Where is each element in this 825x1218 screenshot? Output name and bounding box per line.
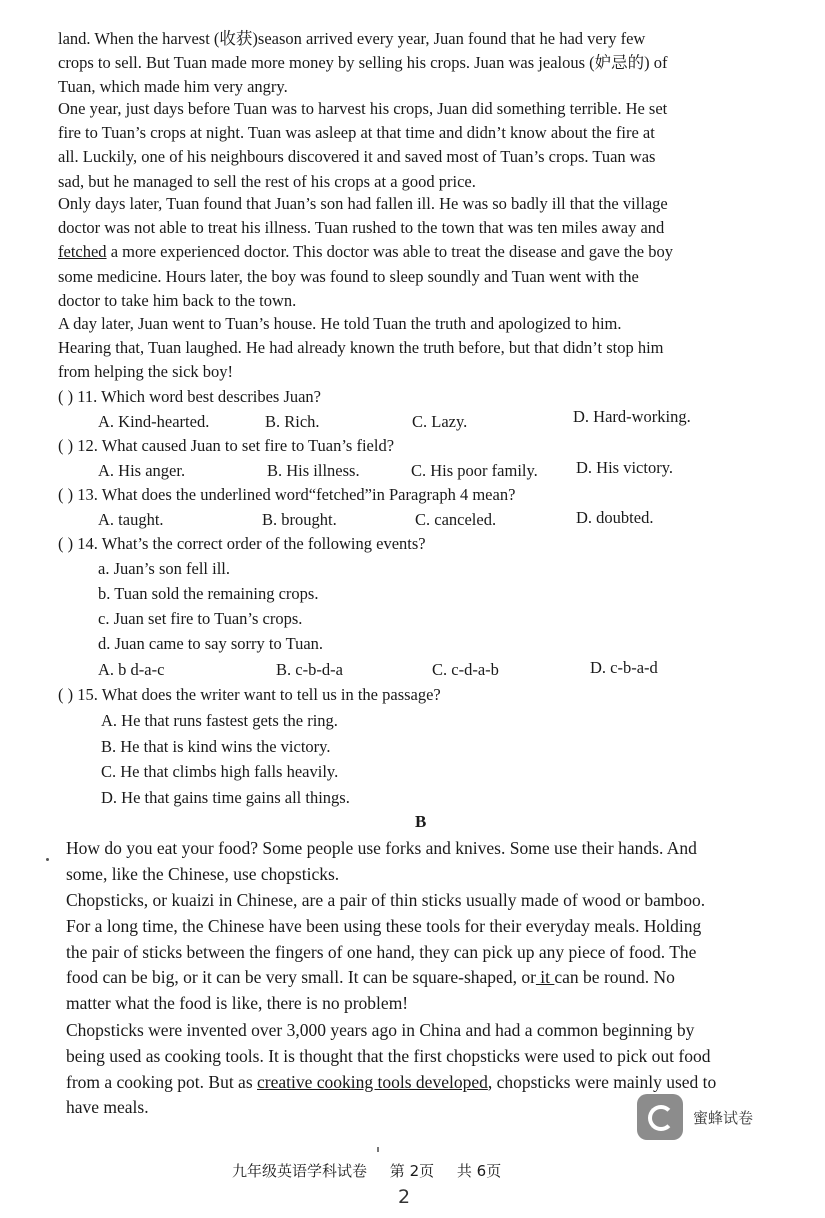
option-d: D. Hard-working. <box>573 407 691 426</box>
scan-speck <box>46 858 49 861</box>
option-d: D. doubted. <box>576 508 654 527</box>
passage-a-paragraph-4 <box>58 312 738 385</box>
text-line: matter what the food is like, there is no problem! <box>66 993 409 1014</box>
section-title-b: B <box>415 812 427 831</box>
option-c: C. His poor family. <box>411 461 538 480</box>
option-b: B. His illness. <box>267 461 360 480</box>
footer-page: 第 2页 <box>389 1162 435 1180</box>
text-line: Only days later, Tuan found that Juan’s son had fallen ill. He was so badly ill that the village <box>58 194 668 213</box>
scan-speck <box>377 1147 379 1152</box>
passage-b-paragraph-2 <box>66 888 782 1017</box>
text-line: doctor was not able to treat his illness. Tuan rushed to the town that was ten miles away and <box>58 218 665 238</box>
event-c: c. Juan set fire to Tuan’s crops. <box>98 609 303 628</box>
option-c: C. c-d-a-b <box>432 660 499 679</box>
option-a: A. Kind-hearted. <box>98 412 210 431</box>
passage-b-paragraph-1 <box>66 836 782 888</box>
option-b: B. c-b-d-a <box>276 660 343 679</box>
footer-total: 共 6页 <box>456 1162 502 1180</box>
text-line: the pair of sticks between the fingers of one hand, they can pick up any piece of food. The <box>66 941 697 962</box>
text-line <box>58 240 738 264</box>
text-fragment: food can be big, or it can be very small. It can be square-shaped, or <box>66 967 536 988</box>
text-line: crops to sell. But Tuan made more money by selling his crops. Juan was jealous (妒忌的) of <box>58 53 668 73</box>
underlined-word: it <box>535 967 555 988</box>
text-line: land. When the harvest (收获)season arrived every year, Juan found that he had very few <box>58 29 646 48</box>
text-line: have meals. <box>66 1097 149 1118</box>
page-footer <box>232 1160 519 1181</box>
event-a: a. Juan’s son fell ill. <box>98 559 230 578</box>
underlined-phrase: creative cooking tools developed <box>257 1071 488 1092</box>
option-b: B. He that is kind wins the victory. <box>101 737 331 756</box>
option-a: A. He that runs fastest gets the ring. <box>101 711 338 730</box>
text-line: A day later, Juan went to Tuan’s house. He told Tuan the truth and apologized to him. <box>58 314 622 333</box>
text-line: Hearing that, Tuan laughed. He had already known the truth before, but that didn’t stop him <box>58 338 664 358</box>
text-line: One year, just days before Tuan was to harvest his crops, Juan did something terrible. He set <box>58 99 668 118</box>
passage-a-paragraph-3 <box>58 192 738 313</box>
footer-subject: 九年级英语学科试卷 <box>232 1162 368 1180</box>
question-13: ( ) 13. What does the underlined word“fetched”in Paragraph 4 mean? <box>58 485 516 504</box>
option-d: D. His victory. <box>576 458 674 477</box>
app-logo-icon <box>637 1094 683 1140</box>
option-b: B. brought. <box>262 510 337 529</box>
option-c: C. canceled. <box>415 510 497 529</box>
text-line: some, like the Chinese, use chopsticks. <box>66 863 340 884</box>
text-line: some medicine. Hours later, the boy was found to sleep soundly and Tuan went with the <box>58 266 639 286</box>
text-line: sad, but he managed to sell the rest of his crops at a good price. <box>58 171 476 191</box>
option-c: C. He that climbs high falls heavily. <box>101 762 339 781</box>
event-d: d. Juan came to say sorry to Tuan. <box>98 634 324 653</box>
text-line: fire to Tuan’s crops at night. Tuan was asleep at that time and didn’t know about the fire at <box>58 123 655 143</box>
passage-a-paragraph-2 <box>58 97 738 194</box>
text-line: all. Luckily, one of his neighbours discovered it and saved most of Tuan’s crops. Tuan was <box>58 147 656 167</box>
text-line: How do you eat your food? Some people use forks and knives. Some use their hands. And <box>66 838 697 858</box>
option-a: A. b d-a-c <box>98 660 165 679</box>
text-line <box>66 1070 782 1096</box>
text-line: Chopsticks were invented over 3,000 years ago in China and had a common beginning by <box>66 1020 695 1040</box>
page-number: 2 <box>398 1186 411 1208</box>
text-line: doctor to take him back to the town. <box>58 290 297 310</box>
option-d: D. He that gains time gains all things. <box>101 788 350 807</box>
text-fragment: , chopsticks were mainly used to <box>487 1071 717 1092</box>
question-11: ( ) 11. Which word best describes Juan? <box>58 387 322 406</box>
text-line: Chopsticks, or kuaizi in Chinese, are a pair of thin sticks usually made of wood or bamboo. <box>66 890 706 910</box>
text-line <box>66 965 782 991</box>
passage-a-paragraph-1 <box>58 27 738 100</box>
option-c: C. Lazy. <box>412 412 468 431</box>
text-fragment: a more experienced doctor. This doctor was able to treat the disease and gave the boy <box>106 242 674 262</box>
underlined-word: fetched <box>58 242 107 262</box>
question-12: ( ) 12. What caused Juan to set fire to Tuan’s field? <box>58 436 395 455</box>
question-15: ( ) 15. What does the writer want to tell us in the passage? <box>58 685 441 704</box>
watermark-text: 蜜蜂试卷 <box>693 1108 754 1127</box>
option-b: B. Rich. <box>265 412 320 431</box>
text-line: Tuan, which made him very angry. <box>58 77 288 97</box>
text-fragment: can be round. No <box>554 967 675 988</box>
option-a: A. His anger. <box>98 461 186 480</box>
event-b: b. Tuan sold the remaining crops. <box>98 584 319 603</box>
text-line: from helping the sick boy! <box>58 362 234 382</box>
question-14: ( ) 14. What’s the correct order of the following events? <box>58 534 426 553</box>
text-fragment: from a cooking pot. But as <box>66 1071 258 1092</box>
text-line: For a long time, the Chinese have been using these tools for their everyday meals. Holding <box>66 915 702 936</box>
option-a: A. taught. <box>98 510 164 529</box>
text-line: being used as cooking tools. It is thought that the first chopsticks were used to pick out food <box>66 1045 711 1066</box>
watermark <box>637 1094 753 1140</box>
option-d: D. c-b-a-d <box>590 658 658 677</box>
